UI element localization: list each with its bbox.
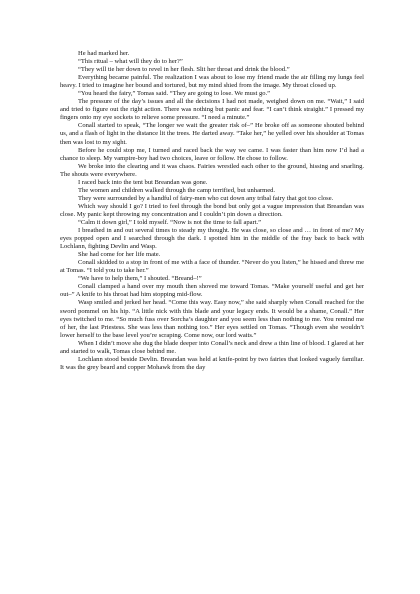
- paragraph: The pressure of the day’s issues and all the decisions I had not made, weighed down on me. “Wait,” I said and tried to figure out the right action. There was nothing but panic and fear. “I can’t think straight.” I pressed my fingers onto my eye sockets to relieve some pressure. “I need a minute.”: [60, 98, 364, 122]
- paragraph: Conall skidded to a stop in front of me with a face of thunder. “Never do you listen,” he hissed and threw me at Tomas. “I told you to take her.”: [60, 259, 364, 275]
- paragraph: “We have to help them,” I shouted. “Breand–!”: [78, 275, 202, 283]
- book-page: [60, 50, 364, 372]
- paragraph: He had marked her.: [78, 50, 130, 57]
- paragraph: Conall started to speak, “The longer we wait the greater risk of–” He broke off as someone shouted behind us, and a flash of light in the distance lit the trees. He darted away. “Take her,” he yelled over his shoulder at Tomas then was lost to my sight.: [60, 122, 364, 146]
- paragraph: I raced back into the tent but Breandan was gone.: [78, 178, 208, 186]
- paragraph: “They will tie her down to revel in her flesh. Slit her throat and drink the blood.”: [78, 66, 290, 74]
- paragraph: “You heard the fairy,” Tomas said. “They are going to lose. We must go.”: [78, 90, 271, 98]
- paragraph: Which way should I go? I tried to feel through the bond but only got a vague impression that Breandan was close. My panic kept throwing my concentration and I couldn’t pin down a direction.: [60, 202, 364, 218]
- paragraph: The women and children walked through the camp terrified, but unharmed.: [78, 186, 276, 194]
- paragraph: Before he could stop me, I turned and raced back the way we came. I was faster than him now I’d had a chance to sleep. My vampire-boy had two choices, leave or follow. He chose to follow.: [60, 146, 364, 162]
- paragraph: Everything became painful. The realization I was about to lose my friend made the air filling my lungs feel heavy. I tried to imagine her bound and tortured, but my mind shied from the image. My throat closed up.: [60, 74, 364, 90]
- paragraph: Wasp smiled and jerked her head. “Come this way. Easy now,” she said sharply when Conall reached for the sword pommel on his hip. “A little nick with this blade and your legacy ends. It would be a shame, Conall.” Her eyes twitched to me. “So much fuss over Sorcha’s daughter and you seem less than nothing to me. You remind me of her, the last Priestess. She was less than nothing too.” Her eyes settled on Tomas. “Though even she wouldn’t lower herself to the base level you’re scraping. Come now, our lord waits.”: [60, 299, 364, 339]
- paragraph: Lochlann stood beside Devlin. Breandan was held at knife-point by two fairies that looked vaguely familiar. It was the grey beard and copper Mohawk from the day: [60, 355, 364, 371]
- paragraph: When I didn’t move she dug the blade deeper into Conall’s neck and drew a thin line of blood. I glared at her and started to walk, Tomas close behind me.: [60, 339, 364, 355]
- paragraph: Conall clamped a hand over my mouth then shoved me toward Tomas. “Make yourself useful and get her out–” A knife to his throat had him stopping mid-flow.: [60, 283, 364, 299]
- paragraph: “This ritual – what will they do to her?”: [78, 58, 183, 66]
- paragraph: We broke into the clearing and it was chaos. Fairies wrestled each other to the ground, hissing and snarling. The shouts were everywhere.: [60, 162, 364, 178]
- paragraph: She had come for her life mate.: [78, 251, 161, 259]
- paragraph: I breathed in and out several times to steady my thought. He was close, so close and … in front of me? My eyes popped open and I searched through the dark. I spotted him in the middle of the fray back to back with Lochlann, fighting Devlin and Wasp.: [60, 227, 364, 251]
- paragraph: They were surrounded by a handful of fairy-men who cut down any tribal fairy that got too close.: [78, 194, 334, 202]
- paragraph: “Calm it down girl,” I told myself. “Now is not the time to fall apart.”: [78, 218, 262, 226]
